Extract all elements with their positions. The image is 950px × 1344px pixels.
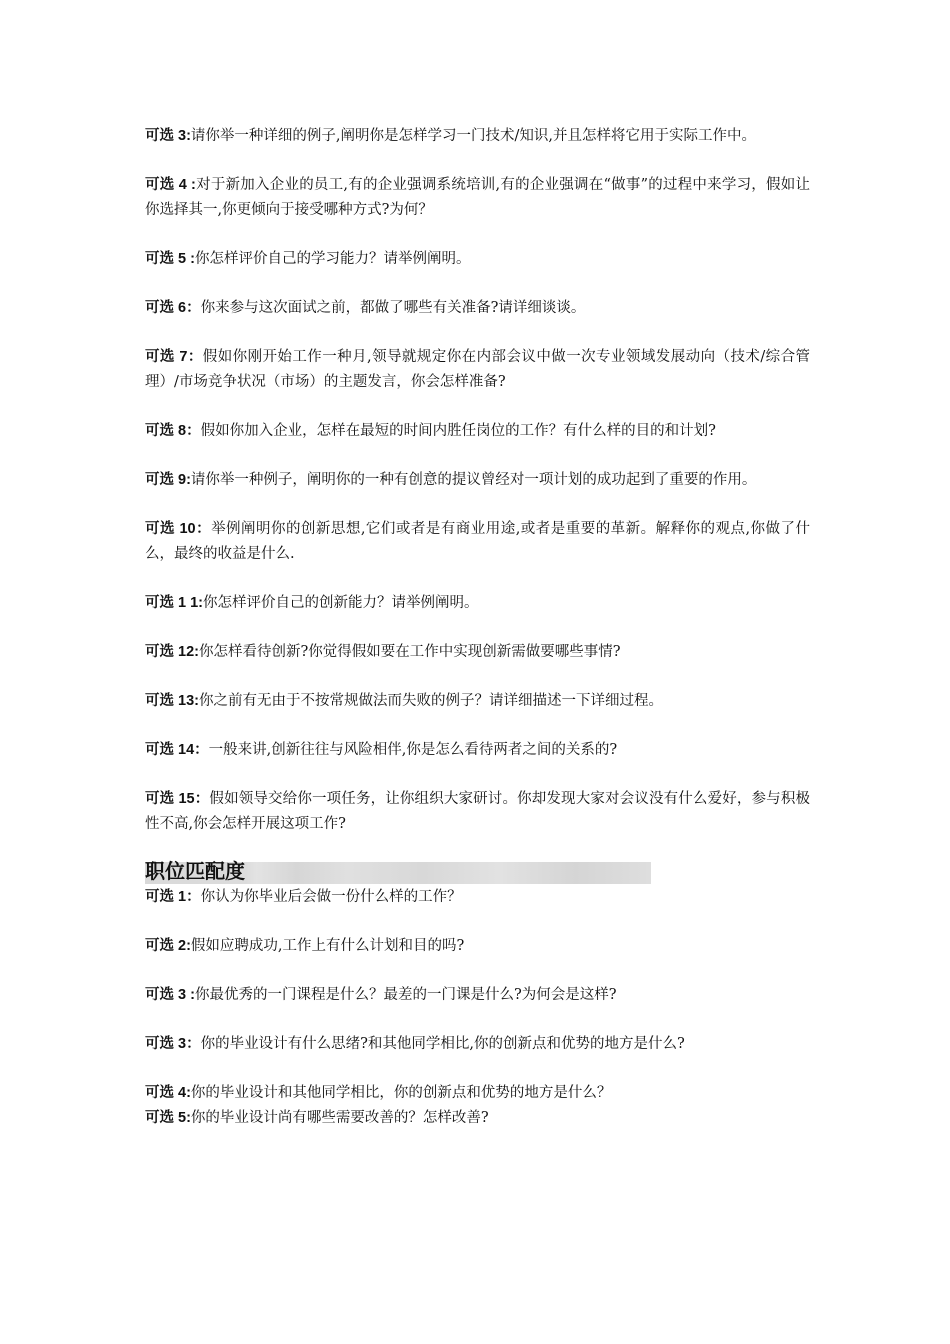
question-item — [145, 689, 810, 714]
question-item — [145, 419, 810, 444]
document-page — [145, 124, 810, 1131]
question-text: 你的毕业设计有什么思绪?和其他同学相比,你的创新点和优势的地方是什么? — [200, 1036, 685, 1052]
question-text: 请你举一种例子，阐明你的一种有创意的提议曾经对一项计划的成功起到了重要的作用。 — [190, 472, 757, 488]
question-item — [145, 1032, 810, 1057]
question-label: 可选 2: — [145, 938, 191, 954]
question-label: 可选 3 : — [145, 987, 195, 1003]
question-label: 可选 5: — [145, 1110, 191, 1126]
section-heading: 职位匹配度 — [145, 861, 245, 883]
question-text: 假如领导交给你一项任务，让你组织大家研讨。你却发现大家对会议没有什么爱好，参与积极性不高,你会怎样开展这项工作? — [145, 791, 810, 832]
question-item — [145, 591, 810, 616]
question-item — [145, 247, 810, 272]
question-item — [145, 885, 810, 910]
question-text: 对于新加入企业的员工,有的企业强调系统培训,有的企业强调在“做事”的过程中来学习，假如让你选择其一,你更倾向于接受哪种方式?为何？ — [145, 177, 810, 218]
question-item — [145, 640, 810, 665]
question-label: 可选 12: — [145, 644, 199, 660]
question-label: 可选 15： — [145, 791, 210, 807]
section-learning-innovation — [145, 124, 810, 837]
question-label: 可选 9: — [145, 472, 191, 488]
section-job-match — [145, 859, 810, 1131]
question-item — [145, 787, 810, 837]
question-item — [145, 173, 810, 223]
question-label: 可选 4 : — [145, 177, 196, 193]
question-text: 一般来讲,创新往往与风险相伴,你是怎么看待两者之间的关系的? — [208, 742, 618, 758]
question-item — [145, 345, 810, 395]
question-item — [145, 983, 810, 1008]
question-text: 假如你加入企业，怎样在最短的时间内胜任岗位的工作？有什么样的目的和计划? — [200, 423, 716, 439]
question-item — [145, 517, 810, 567]
question-label: 可选 4: — [145, 1085, 191, 1101]
question-item — [145, 124, 810, 149]
question-label: 可选 1： — [145, 889, 201, 905]
question-label: 可选 3： — [145, 1036, 201, 1052]
question-label: 可选 1 1: — [145, 595, 204, 611]
question-label: 可选 7： — [145, 349, 203, 365]
question-item — [145, 468, 810, 493]
question-text: 你的毕业设计和其他同学相比，你的创新点和优势的地方是什么？ — [190, 1085, 612, 1101]
question-text: 假如你刚开始工作一种月,领导就规定你在内部会议中做一次专业领域发展动向（技术/综合管理）/市场竞争状况（市场）的主题发言，你会怎样准备? — [145, 349, 810, 390]
question-text: 你之前有无由于不按常规做法而失败的例子？请详细描述一下详细过程。 — [199, 693, 663, 709]
question-label: 可选 10： — [145, 521, 212, 537]
question-item — [145, 296, 810, 321]
question-label: 可选 14： — [145, 742, 209, 758]
question-label: 可选 8： — [145, 423, 201, 439]
question-label: 可选 3: — [145, 128, 191, 144]
question-text: 你最优秀的一门课程是什么？最差的一门课是什么?为何会是这样? — [194, 987, 617, 1003]
question-text: 你怎样评价自己的学习能力？请举例阐明。 — [194, 251, 471, 267]
question-label: 可选 5 : — [145, 251, 195, 267]
question-text: 你的毕业设计尚有哪些需要改善的？怎样改善? — [190, 1110, 489, 1126]
question-item — [145, 738, 810, 763]
question-label: 可选 13: — [145, 693, 199, 709]
question-item — [145, 1106, 810, 1131]
question-text: 你怎样评价自己的创新能力？请举例阐明。 — [203, 595, 479, 611]
question-label: 可选 6： — [145, 300, 201, 316]
question-item — [145, 934, 810, 959]
question-text: 请你举一种详细的例子,阐明你是怎样学习一门技术/知识,并且怎样将它用于实际工作中。 — [190, 128, 757, 144]
question-text: 你来参与这次面试之前，都做了哪些有关准备?请详细谈谈。 — [200, 300, 586, 316]
question-text: 假如应聘成功,工作上有什么计划和目的吗? — [190, 938, 465, 954]
question-text: 你怎样看待创新?你觉得假如要在工作中实现创新需做要哪些事情? — [199, 644, 621, 660]
section-heading-wrap — [145, 859, 810, 885]
question-text: 你认为你毕业后会做一份什么样的工作？ — [200, 889, 462, 905]
question-item — [145, 1081, 810, 1106]
question-text: 举例阐明你的创新思想,它们或者是有商业用途,或者是重要的革新。解释你的观点,你做了什么，最终的收益是什么. — [145, 521, 810, 562]
